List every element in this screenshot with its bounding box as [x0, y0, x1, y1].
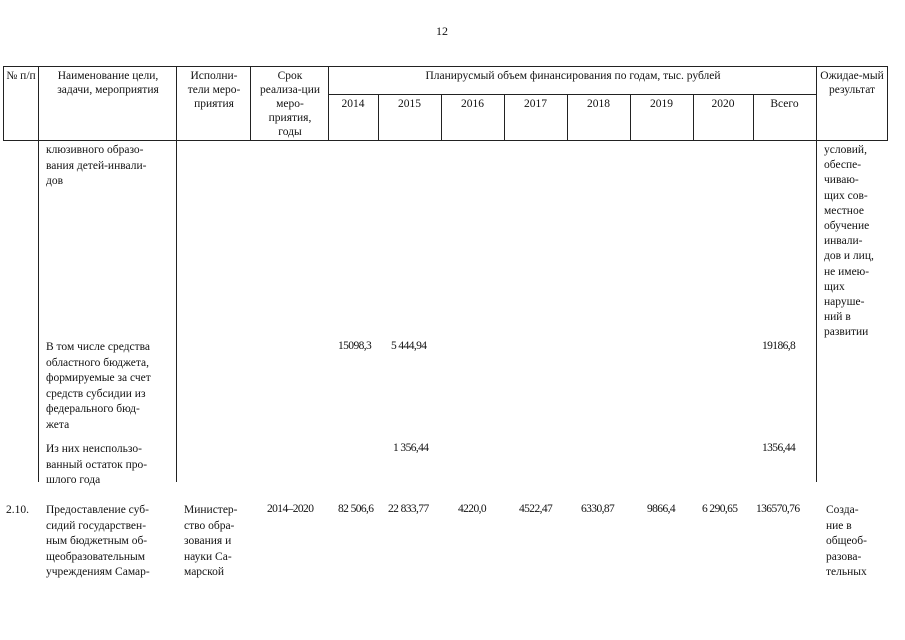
item-result: Созда- ние в общеоб- разова- тельных — [826, 504, 867, 578]
item-2014: 82 506,6 — [338, 503, 374, 515]
header-col-num: № п/п — [6, 70, 36, 82]
col-divider-num — [38, 141, 39, 482]
item-term: 2014–2020 — [267, 503, 314, 515]
item-number: 2.10. — [6, 504, 29, 516]
item-2020: 6 290,65 — [702, 503, 738, 515]
item-executor: Министер- ство обра- зования и науки Са- марской — [184, 504, 238, 578]
year-2016: 2016 — [461, 98, 484, 110]
item-2016: 4220,0 — [458, 503, 487, 515]
year-total: Всего — [770, 98, 799, 110]
year-2019: 2019 — [650, 98, 673, 110]
unused-2015: 1 356,44 — [393, 442, 429, 454]
header-col-funding: Планирусмый объем финансирования по годам, тыс. рублей — [425, 70, 721, 82]
regional-2014: 15098,3 — [338, 340, 372, 352]
item-total: 136570,76 — [756, 503, 800, 515]
cont-name: клюзивного образо- вания детей-инвали- дов — [46, 144, 147, 187]
year-2015: 2015 — [398, 98, 421, 110]
header-col-name: Наименование цели, задачи, мероприятия — [57, 70, 159, 96]
unused-total: 1356,44 — [762, 442, 796, 454]
header-col-result: Ожидае-мый результат — [820, 70, 884, 96]
regional-2015: 5 444,94 — [391, 340, 427, 352]
item-2015: 22 833,77 — [388, 503, 429, 515]
year-2017: 2017 — [524, 98, 547, 110]
regional-total: 19186,8 — [762, 340, 796, 352]
year-2018: 2018 — [587, 98, 610, 110]
item-name: Предоставление суб- сидий государствен- ным бюджетным об- щеобразовательным учреждениям Самар- — [46, 504, 150, 578]
item-2018: 6330,87 — [581, 503, 615, 515]
item-2019: 9866,4 — [647, 503, 676, 515]
year-2020: 2020 — [711, 98, 735, 110]
item-2017: 4522,47 — [519, 503, 553, 515]
page-number: 12 — [436, 24, 448, 38]
col-divider-result — [816, 141, 817, 482]
unused-name: Из них неиспользо- ванный остаток про- шлого года — [46, 443, 148, 486]
cont-result: условий, обеспе- чиваю- щих сов- местное обучение инвали- дов и лиц, не имею- щих наруше- ний в развитии — [824, 144, 874, 339]
regional-name: В том числе средства областного бюджета, формируемые за счет средств субсидии из федерального бюд- жета — [46, 341, 151, 431]
header-col-term: Срок реализа-ции меро-приятия, годы — [259, 70, 321, 138]
col-divider-name — [176, 141, 177, 482]
year-2014: 2014 — [341, 98, 365, 110]
header-col-exec: Исполни-тели меро-приятия — [187, 70, 241, 110]
